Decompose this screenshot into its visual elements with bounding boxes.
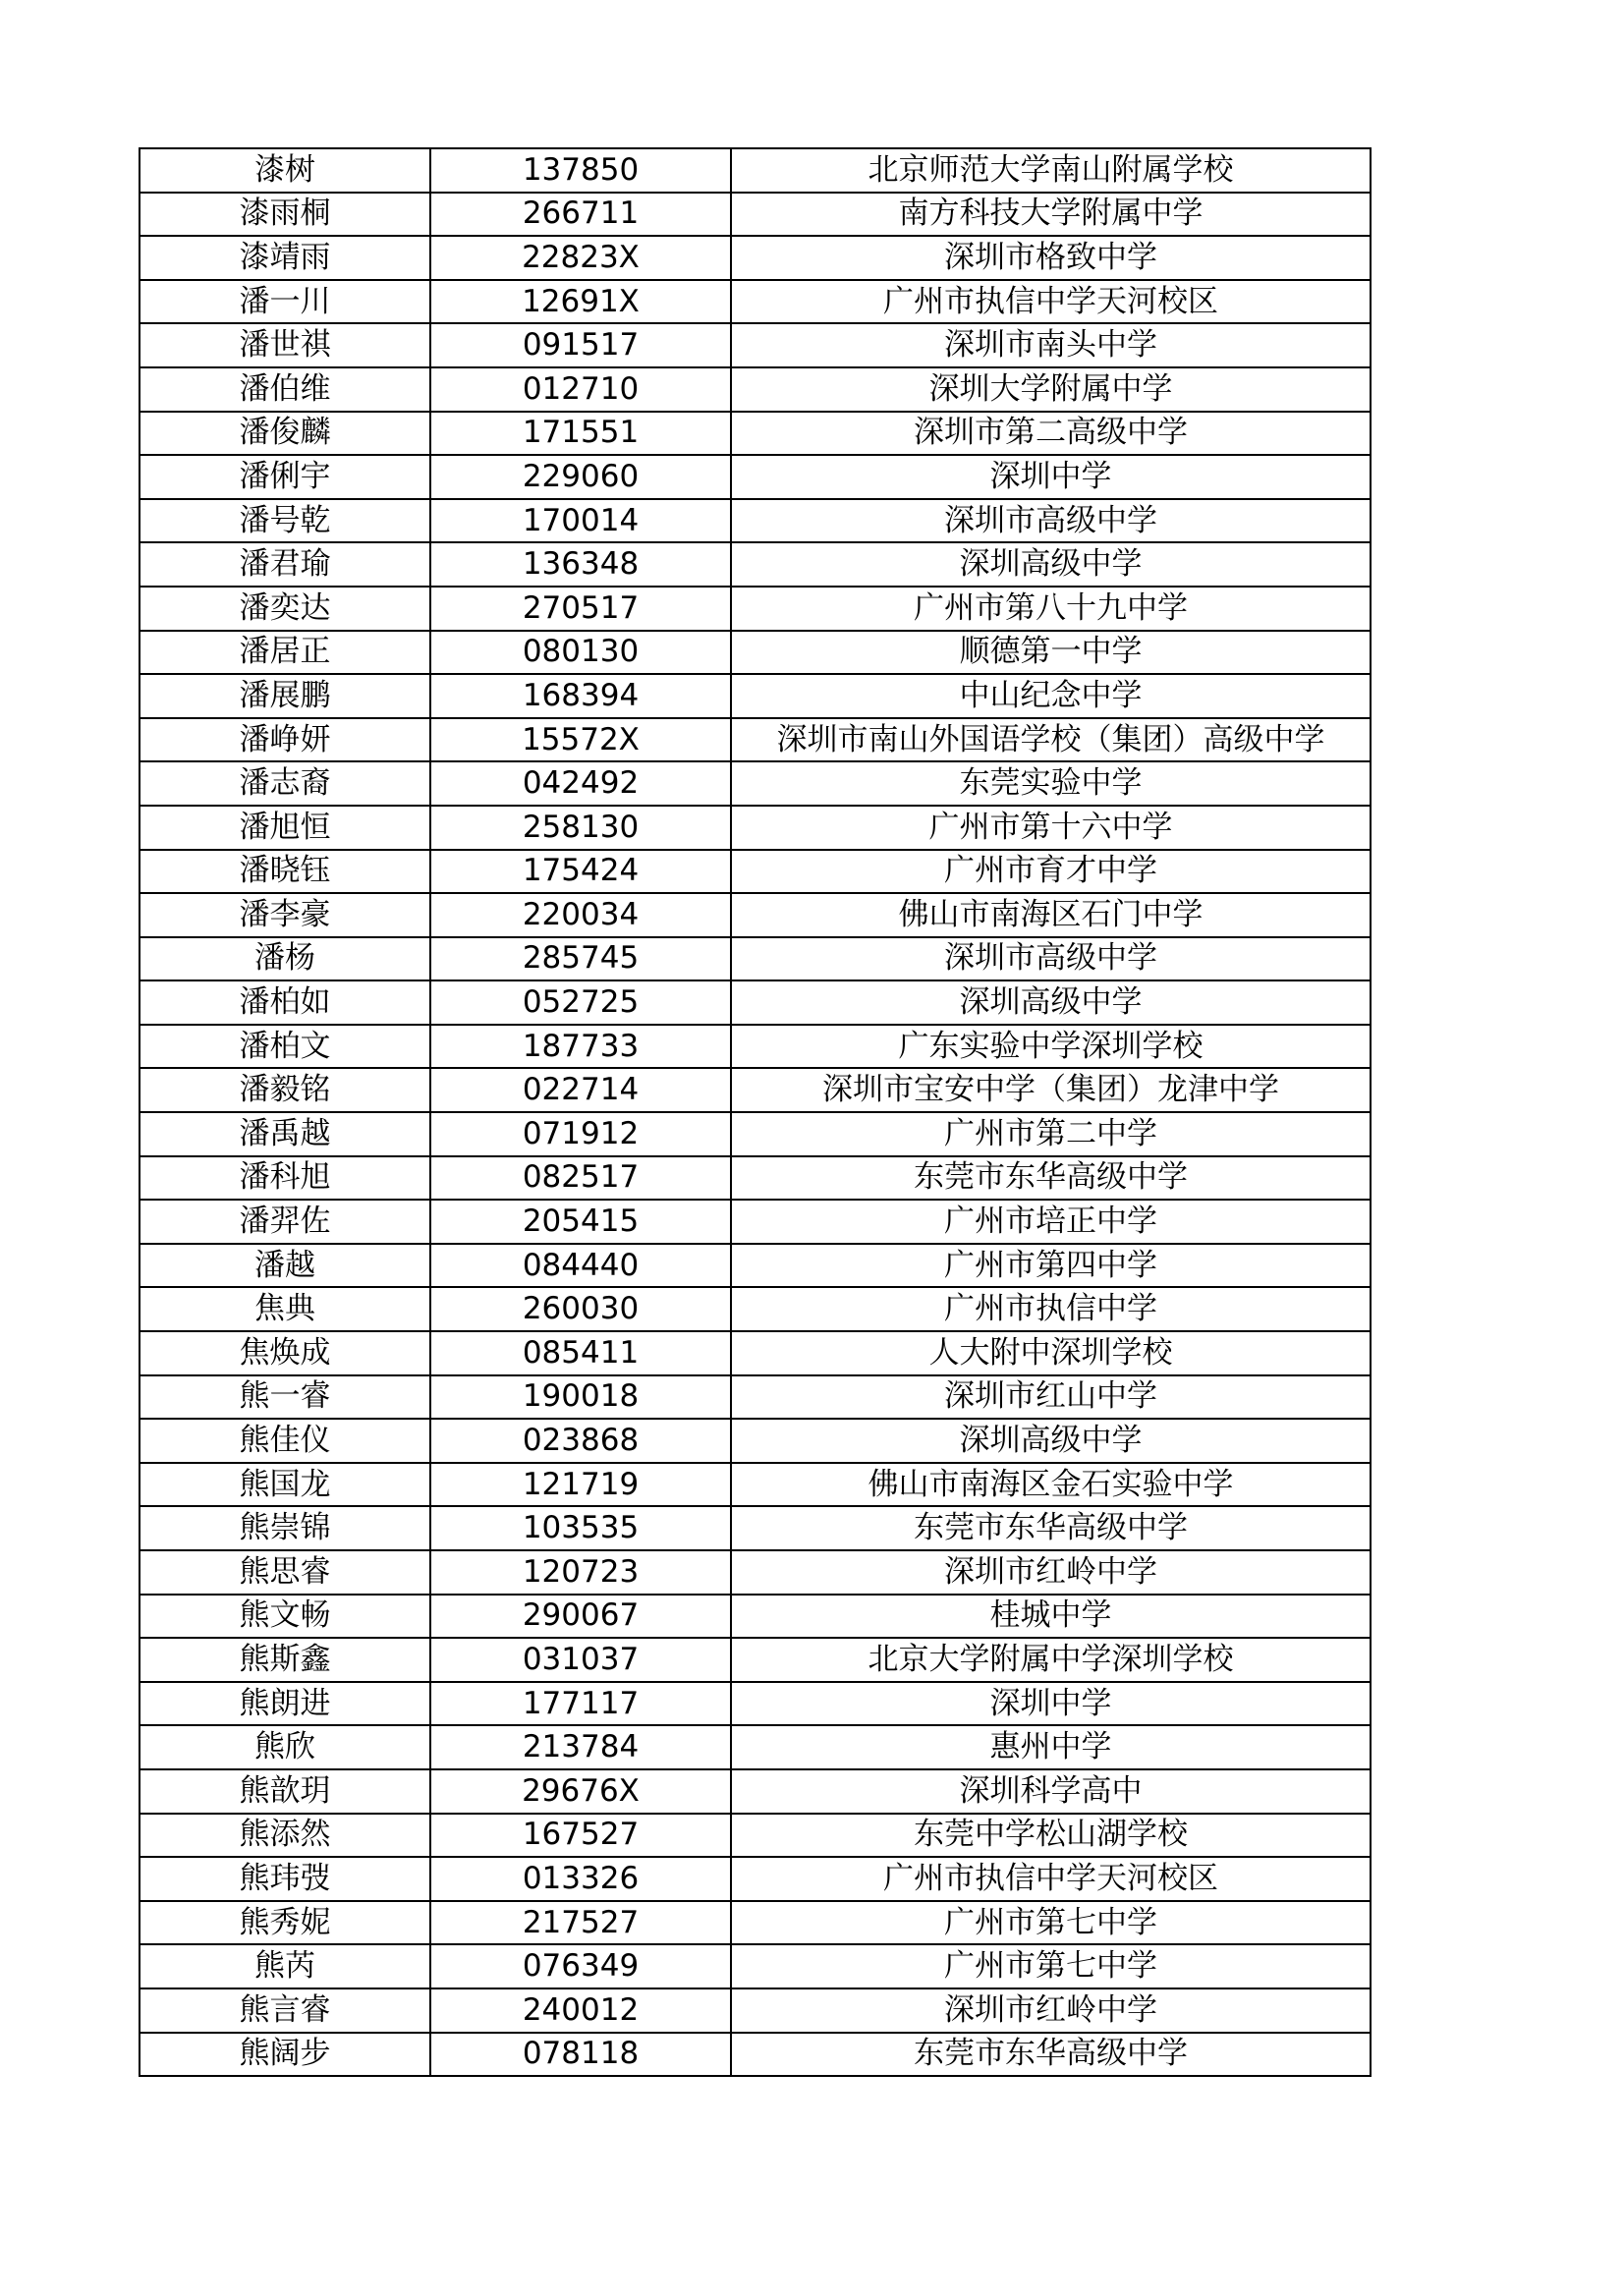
id-cell: 258130 bbox=[430, 806, 731, 850]
table-row bbox=[140, 1331, 1371, 1375]
school-cell: 深圳市高级中学 bbox=[731, 937, 1371, 981]
table-row bbox=[140, 631, 1371, 675]
table-row bbox=[140, 1112, 1371, 1156]
id-cell: 15572X bbox=[430, 718, 731, 762]
name-cell: 潘展鹏 bbox=[140, 674, 430, 718]
name-cell: 潘奕达 bbox=[140, 587, 430, 631]
name-cell: 焦典 bbox=[140, 1287, 430, 1331]
school-cell: 中山纪念中学 bbox=[731, 674, 1371, 718]
id-cell: 084440 bbox=[430, 1244, 731, 1288]
table-row bbox=[140, 1901, 1371, 1945]
name-cell: 潘李豪 bbox=[140, 893, 430, 937]
name-cell: 潘峥妍 bbox=[140, 718, 430, 762]
id-cell: 266711 bbox=[430, 193, 731, 237]
name-cell: 潘一川 bbox=[140, 280, 430, 324]
table-row bbox=[140, 2033, 1371, 2077]
table-row bbox=[140, 1068, 1371, 1112]
name-cell: 潘君瑜 bbox=[140, 542, 430, 587]
id-cell: 091517 bbox=[430, 323, 731, 367]
name-cell: 潘志裔 bbox=[140, 761, 430, 806]
school-cell: 深圳高级中学 bbox=[731, 980, 1371, 1025]
school-cell: 广州市第八十九中学 bbox=[731, 587, 1371, 631]
name-cell: 熊添然 bbox=[140, 1814, 430, 1858]
school-cell: 深圳市南山外国语学校（集团）高级中学 bbox=[731, 718, 1371, 762]
table-row bbox=[140, 1506, 1371, 1550]
id-cell: 260030 bbox=[430, 1287, 731, 1331]
id-cell: 240012 bbox=[430, 1988, 731, 2033]
table-row bbox=[140, 412, 1371, 456]
name-cell: 熊秀妮 bbox=[140, 1901, 430, 1945]
table-row bbox=[140, 1025, 1371, 1069]
school-cell: 深圳中学 bbox=[731, 455, 1371, 499]
table-row bbox=[140, 1814, 1371, 1858]
name-cell: 潘俊麟 bbox=[140, 412, 430, 456]
id-cell: 080130 bbox=[430, 631, 731, 675]
id-cell: 078118 bbox=[430, 2033, 731, 2077]
name-cell: 潘杨 bbox=[140, 937, 430, 981]
school-cell: 广州市育才中学 bbox=[731, 850, 1371, 894]
table-row bbox=[140, 455, 1371, 499]
name-cell: 熊玮弢 bbox=[140, 1857, 430, 1901]
school-cell: 深圳市宝安中学（集团）龙津中学 bbox=[731, 1068, 1371, 1112]
school-cell: 广州市第二中学 bbox=[731, 1112, 1371, 1156]
school-cell: 深圳市第二高级中学 bbox=[731, 412, 1371, 456]
school-cell: 深圳高级中学 bbox=[731, 542, 1371, 587]
table-row bbox=[140, 1200, 1371, 1244]
school-cell: 人大附中深圳学校 bbox=[731, 1331, 1371, 1375]
table-row bbox=[140, 280, 1371, 324]
id-cell: 071912 bbox=[430, 1112, 731, 1156]
name-cell: 漆雨桐 bbox=[140, 193, 430, 237]
table-row bbox=[140, 674, 1371, 718]
school-cell: 北京大学附属中学深圳学校 bbox=[731, 1638, 1371, 1682]
name-cell: 熊思睿 bbox=[140, 1550, 430, 1595]
school-cell: 广州市执信中学 bbox=[731, 1287, 1371, 1331]
id-cell: 012710 bbox=[430, 367, 731, 412]
id-cell: 121719 bbox=[430, 1463, 731, 1507]
table-row bbox=[140, 1287, 1371, 1331]
name-cell: 潘越 bbox=[140, 1244, 430, 1288]
school-cell: 桂城中学 bbox=[731, 1595, 1371, 1639]
name-cell: 潘俐宇 bbox=[140, 455, 430, 499]
school-cell: 深圳市红岭中学 bbox=[731, 1988, 1371, 2033]
name-cell: 漆靖雨 bbox=[140, 236, 430, 280]
id-cell: 136348 bbox=[430, 542, 731, 587]
name-cell: 熊一睿 bbox=[140, 1375, 430, 1420]
school-cell: 广东实验中学深圳学校 bbox=[731, 1025, 1371, 1069]
id-cell: 220034 bbox=[430, 893, 731, 937]
name-cell: 潘居正 bbox=[140, 631, 430, 675]
table-row bbox=[140, 1682, 1371, 1726]
table-row bbox=[140, 1244, 1371, 1288]
id-cell: 213784 bbox=[430, 1725, 731, 1769]
school-cell: 广州市第十六中学 bbox=[731, 806, 1371, 850]
name-cell: 熊国龙 bbox=[140, 1463, 430, 1507]
id-cell: 013326 bbox=[430, 1857, 731, 1901]
school-cell: 佛山市南海区石门中学 bbox=[731, 893, 1371, 937]
table-row bbox=[140, 148, 1371, 193]
school-cell: 深圳中学 bbox=[731, 1682, 1371, 1726]
id-cell: 052725 bbox=[430, 980, 731, 1025]
table-row bbox=[140, 718, 1371, 762]
table-row bbox=[140, 542, 1371, 587]
name-cell: 潘号乾 bbox=[140, 499, 430, 543]
school-cell: 深圳高级中学 bbox=[731, 1419, 1371, 1463]
id-cell: 076349 bbox=[430, 1944, 731, 1988]
id-cell: 190018 bbox=[430, 1375, 731, 1420]
table-row bbox=[140, 1595, 1371, 1639]
id-cell: 217527 bbox=[430, 1901, 731, 1945]
name-cell: 熊欣 bbox=[140, 1725, 430, 1769]
table-row bbox=[140, 1988, 1371, 2033]
name-cell: 熊斯鑫 bbox=[140, 1638, 430, 1682]
id-cell: 270517 bbox=[430, 587, 731, 631]
table-row bbox=[140, 1375, 1371, 1420]
id-cell: 205415 bbox=[430, 1200, 731, 1244]
id-cell: 285745 bbox=[430, 937, 731, 981]
name-cell: 熊佳仪 bbox=[140, 1419, 430, 1463]
id-cell: 042492 bbox=[430, 761, 731, 806]
table-row bbox=[140, 1857, 1371, 1901]
table-row bbox=[140, 1638, 1371, 1682]
table-row bbox=[140, 850, 1371, 894]
id-cell: 290067 bbox=[430, 1595, 731, 1639]
table-row bbox=[140, 323, 1371, 367]
school-cell: 东莞中学松山湖学校 bbox=[731, 1814, 1371, 1858]
school-cell: 广州市第七中学 bbox=[731, 1944, 1371, 1988]
table-row bbox=[140, 980, 1371, 1025]
school-cell: 深圳科学高中 bbox=[731, 1769, 1371, 1814]
id-cell: 082517 bbox=[430, 1156, 731, 1201]
name-cell: 漆树 bbox=[140, 148, 430, 193]
name-cell: 焦焕成 bbox=[140, 1331, 430, 1375]
name-cell: 潘毅铭 bbox=[140, 1068, 430, 1112]
school-cell: 广州市执信中学天河校区 bbox=[731, 280, 1371, 324]
table-row bbox=[140, 1156, 1371, 1201]
school-cell: 东莞市东华高级中学 bbox=[731, 2033, 1371, 2077]
id-cell: 120723 bbox=[430, 1550, 731, 1595]
school-cell: 广州市第四中学 bbox=[731, 1244, 1371, 1288]
name-cell: 潘禹越 bbox=[140, 1112, 430, 1156]
id-cell: 175424 bbox=[430, 850, 731, 894]
name-cell: 熊文畅 bbox=[140, 1595, 430, 1639]
school-cell: 惠州中学 bbox=[731, 1725, 1371, 1769]
name-cell: 潘柏文 bbox=[140, 1025, 430, 1069]
id-cell: 170014 bbox=[430, 499, 731, 543]
table-row bbox=[140, 367, 1371, 412]
id-cell: 167527 bbox=[430, 1814, 731, 1858]
id-cell: 137850 bbox=[430, 148, 731, 193]
name-cell: 熊朗进 bbox=[140, 1682, 430, 1726]
id-cell: 168394 bbox=[430, 674, 731, 718]
name-cell: 熊芮 bbox=[140, 1944, 430, 1988]
id-cell: 171551 bbox=[430, 412, 731, 456]
name-cell: 熊崇锦 bbox=[140, 1506, 430, 1550]
school-cell: 深圳大学附属中学 bbox=[731, 367, 1371, 412]
name-list-table bbox=[139, 147, 1372, 2077]
name-cell: 潘旭恒 bbox=[140, 806, 430, 850]
school-cell: 深圳市红岭中学 bbox=[731, 1550, 1371, 1595]
id-cell: 022714 bbox=[430, 1068, 731, 1112]
school-cell: 深圳市南头中学 bbox=[731, 323, 1371, 367]
school-cell: 北京师范大学南山附属学校 bbox=[731, 148, 1371, 193]
school-cell: 广州市执信中学天河校区 bbox=[731, 1857, 1371, 1901]
school-cell: 南方科技大学附属中学 bbox=[731, 193, 1371, 237]
table-row bbox=[140, 499, 1371, 543]
school-cell: 深圳市红山中学 bbox=[731, 1375, 1371, 1420]
table-row bbox=[140, 1419, 1371, 1463]
id-cell: 187733 bbox=[430, 1025, 731, 1069]
name-cell: 熊阔步 bbox=[140, 2033, 430, 2077]
school-cell: 佛山市南海区金石实验中学 bbox=[731, 1463, 1371, 1507]
id-cell: 103535 bbox=[430, 1506, 731, 1550]
school-cell: 顺德第一中学 bbox=[731, 631, 1371, 675]
table-row bbox=[140, 1463, 1371, 1507]
school-cell: 东莞市东华高级中学 bbox=[731, 1156, 1371, 1201]
name-cell: 熊言睿 bbox=[140, 1988, 430, 2033]
table-body bbox=[140, 148, 1371, 2076]
school-cell: 深圳市高级中学 bbox=[731, 499, 1371, 543]
id-cell: 29676X bbox=[430, 1769, 731, 1814]
name-cell: 潘科旭 bbox=[140, 1156, 430, 1201]
name-cell: 潘羿佐 bbox=[140, 1200, 430, 1244]
id-cell: 085411 bbox=[430, 1331, 731, 1375]
table-row bbox=[140, 1944, 1371, 1988]
id-cell: 229060 bbox=[430, 455, 731, 499]
table-row bbox=[140, 761, 1371, 806]
id-cell: 031037 bbox=[430, 1638, 731, 1682]
name-cell: 潘柏如 bbox=[140, 980, 430, 1025]
table-row bbox=[140, 937, 1371, 981]
table-row bbox=[140, 1550, 1371, 1595]
school-cell: 深圳市格致中学 bbox=[731, 236, 1371, 280]
id-cell: 177117 bbox=[430, 1682, 731, 1726]
table-row bbox=[140, 193, 1371, 237]
table-row bbox=[140, 587, 1371, 631]
table-row bbox=[140, 236, 1371, 280]
name-cell: 潘世祺 bbox=[140, 323, 430, 367]
name-cell: 潘晓钰 bbox=[140, 850, 430, 894]
table-row bbox=[140, 1769, 1371, 1814]
table-row bbox=[140, 893, 1371, 937]
table-row bbox=[140, 1725, 1371, 1769]
school-cell: 广州市第七中学 bbox=[731, 1901, 1371, 1945]
name-cell: 熊歆玥 bbox=[140, 1769, 430, 1814]
name-cell: 潘伯维 bbox=[140, 367, 430, 412]
school-cell: 东莞实验中学 bbox=[731, 761, 1371, 806]
table-row bbox=[140, 806, 1371, 850]
id-cell: 023868 bbox=[430, 1419, 731, 1463]
id-cell: 22823X bbox=[430, 236, 731, 280]
school-cell: 东莞市东华高级中学 bbox=[731, 1506, 1371, 1550]
id-cell: 12691X bbox=[430, 280, 731, 324]
school-cell: 广州市培正中学 bbox=[731, 1200, 1371, 1244]
